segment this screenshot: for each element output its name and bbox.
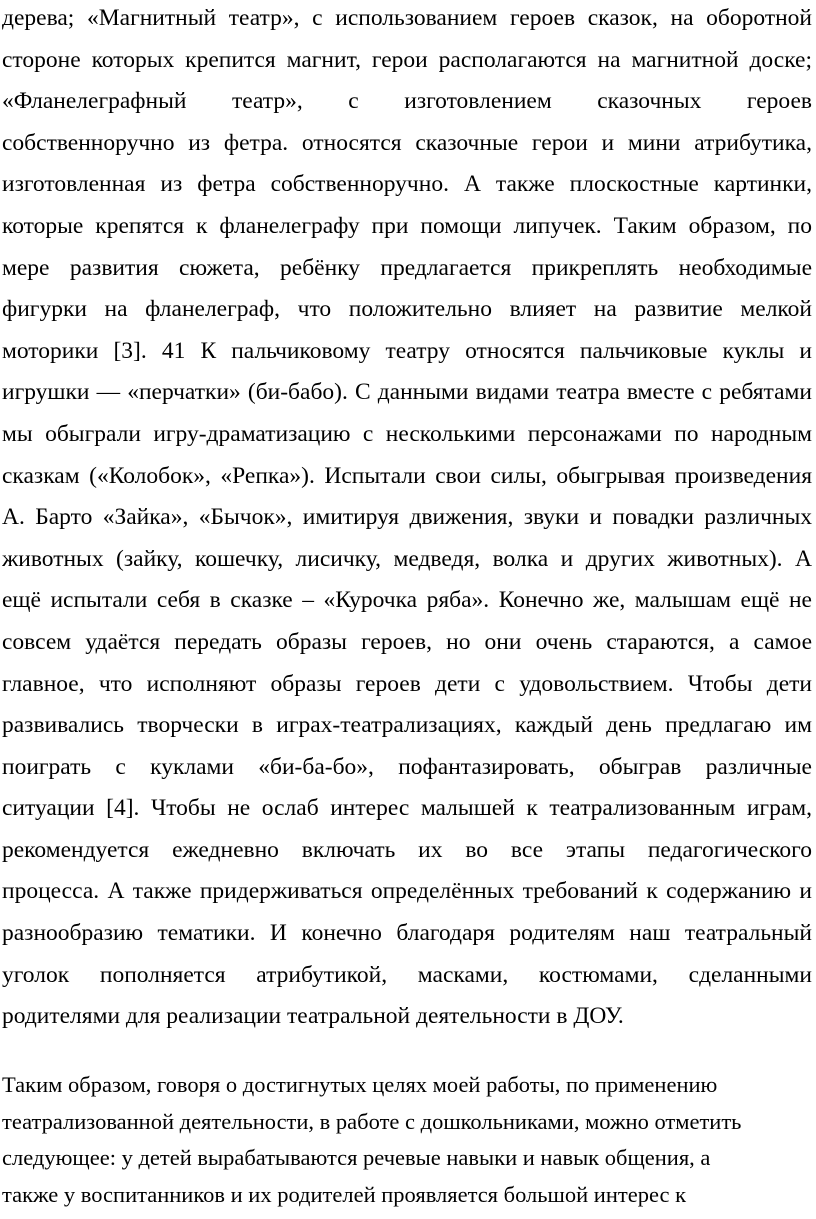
text-line: процесса. А также придерживаться определённых требований к содержанию и: [2, 878, 812, 905]
text-line: театрализованной деятельности, в работе с дошкольниками, можно отметить: [2, 1108, 742, 1134]
text-line: главное, что исполняют образы героев дети с удовольствием. Чтобы дети: [2, 670, 812, 697]
text-line: развивались творчески в играх-театрализациях, каждый день предлагаю им: [2, 712, 812, 739]
text-line: игрушки — «перчатки» (би-бабо). С данными видами театра вместе с ребятами: [2, 379, 812, 406]
text-line: родителями для реализации театральной деятельности в ДОУ.: [2, 1003, 624, 1030]
text-line: которые крепятся к фланелеграфу при помощи липучек. Таким образом, по: [2, 212, 812, 239]
text-line: моторики [3]. 41 К пальчиковому театру относятся пальчиковые куклы и: [2, 337, 812, 364]
text-line: также у воспитанников и их родителей проявляется большой интерес к: [2, 1181, 687, 1207]
text-line: совсем удаётся передать образы героев, но они очень стараются, а самое: [2, 628, 812, 655]
text-line: животных (зайку, кошечку, лисичку, медведя, волка и других животных). А: [2, 545, 812, 572]
text-line: следующее: у детей вырабатываются речевые навыки и навык общения, а: [2, 1145, 711, 1170]
text-line: разнообразию тематики. И конечно благодаря родителям наш театральный: [2, 920, 812, 947]
text-line: поиграть с куклами «би-ба-бо», пофантазировать, обыграв различные: [2, 753, 812, 780]
text-line: дерева; «Магнитный театр», с использованием героев сказок, на оборотной: [2, 5, 812, 31]
text-line: стороне которых крепится магнит, герои располагаются на магнитной доске;: [2, 46, 812, 73]
text-line: собственноручно из фетра. относятся сказочные герои и мини атрибутика,: [2, 129, 812, 156]
text-line: ещё испытали себя в сказке – «Курочка ряба». Конечно же, малышам ещё не: [2, 587, 812, 614]
text-line: мере развития сюжета, ребёнку предлагается прикреплять необходимые: [2, 254, 812, 281]
text-line: уголок пополняется атрибутикой, масками, костюмами, сделанными: [2, 961, 812, 988]
paragraph-main: [2, 0, 812, 1038]
text-line: А. Барто «Зайка», «Бычок», имитируя движения, звуки и повадки различных: [2, 504, 812, 531]
text-line: Таким образом, говоря о достигнутых целях моей работы, по применению: [2, 1072, 718, 1097]
text-line: ситуации [4]. Чтобы не ослаб интерес малышей к театрализованным играм,: [2, 795, 812, 822]
text-line: рекомендуется ежедневно включать их во все этапы педагогического: [2, 836, 812, 863]
text-line: «Фланелеграфный театр», с изготовлением сказочных героев: [2, 88, 812, 115]
text-line: фигурки на фланелеграф, что положительно влияет на развитие мелкой: [2, 296, 812, 323]
text-line: мы обыграли игру-драматизацию с несколькими персонажами по народным: [2, 420, 812, 447]
text-line: сказкам («Колобок», «Репка»). Испытали свои силы, обыгрывая произведения: [2, 462, 812, 489]
paragraph-conclusion: [2, 1067, 812, 1213]
text-line: изготовленная из фетра собственноручно. А также плоскостные картинки,: [2, 171, 812, 198]
